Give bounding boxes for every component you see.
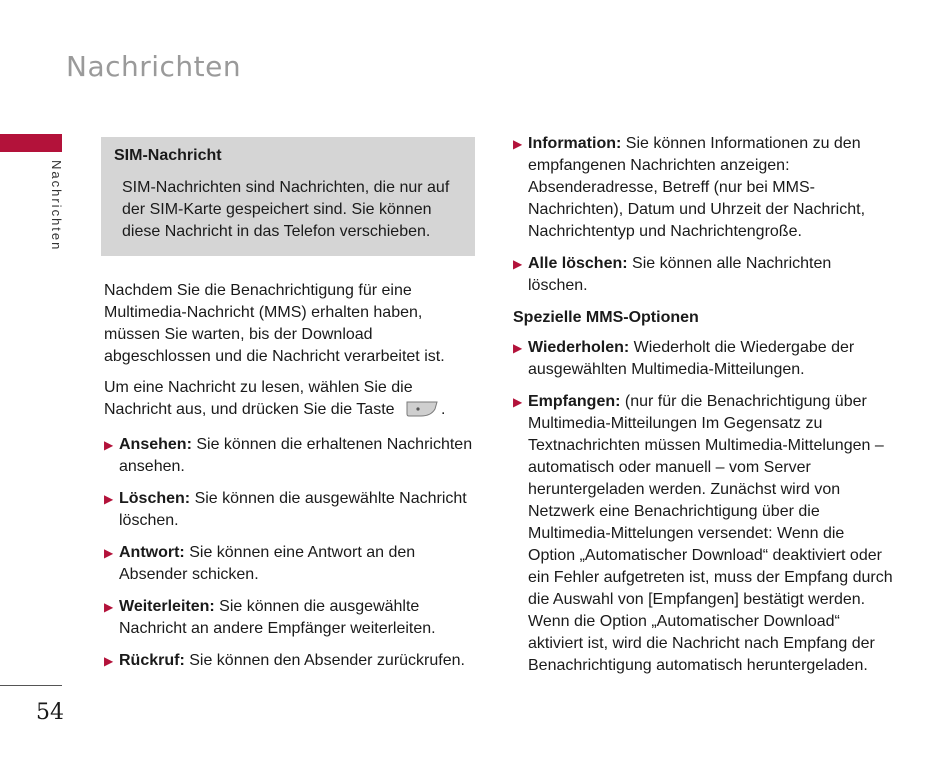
list-item: [104, 542, 476, 586]
option-description: Wiederholt die Wiedergabe der ausgewählten Multimedia-Mitteilungen.: [528, 339, 855, 378]
bullet-arrow-icon: ▶: [513, 341, 523, 355]
option-description: Sie können die ausgewählte Nachricht löschen.: [119, 490, 467, 529]
instruction-end: .: [441, 401, 446, 418]
option-description: Sie können die ausgewählte Nachricht an andere Empfänger weiterleiten.: [119, 598, 436, 637]
bullet-arrow-icon: ▶: [104, 546, 114, 560]
footer-rule: [0, 685, 62, 686]
bullet-arrow-icon: ▶: [104, 600, 114, 614]
bullet-arrow-icon: ▶: [513, 137, 523, 151]
instruction-text: Um eine Nachricht zu lesen, wählen Sie die Nachricht aus, und drücken Sie die Taste: [104, 379, 413, 418]
info-box-title: SIM-Nachricht: [114, 147, 222, 164]
option-term: Rückruf:: [119, 652, 185, 669]
option-term: Weiterleiten:: [119, 598, 215, 615]
bullet-arrow-icon: ▶: [104, 654, 114, 668]
info-box-body: SIM-Nachrichten sind Nachrichten, die nur auf der SIM-Karte gespeichert sind. Sie können diese Nachricht in das Telefon verschieben.: [122, 179, 450, 240]
intro-paragraph: Nachdem Sie die Benachrichtigung für eine Multimedia-Nachricht (MMS) erhalten haben, müssen Sie warten, bis der Download abgeschlossen und die Nachricht verarbeitet ist.: [104, 282, 445, 365]
right-column: [513, 133, 893, 687]
option-term: Ansehen:: [119, 436, 192, 453]
section-tab-marker: [0, 134, 62, 152]
list-item: [104, 434, 476, 478]
page-title: Nachrichten: [66, 50, 242, 83]
option-description: Sie können die erhaltenen Nachrichten ansehen.: [119, 436, 473, 475]
page-number: 54: [36, 700, 64, 725]
option-term: Empfangen:: [528, 393, 621, 410]
list-item: [513, 253, 893, 297]
option-term: Alle löschen:: [528, 255, 628, 272]
option-term: Information:: [528, 135, 622, 152]
list-item: [513, 133, 893, 243]
list-item: [104, 596, 476, 640]
bullet-arrow-icon: ▶: [513, 395, 523, 409]
list-item: [104, 650, 476, 672]
option-term: Antwort:: [119, 544, 185, 561]
option-description: Sie können eine Antwort an den Absender schicken.: [119, 544, 416, 583]
section-side-label: Nachrichten: [49, 160, 64, 252]
option-term: Löschen:: [119, 490, 191, 507]
option-term: Wiederholen:: [528, 339, 630, 356]
bullet-arrow-icon: ▶: [104, 438, 114, 452]
left-column: [104, 280, 476, 682]
bullet-arrow-icon: ▶: [513, 257, 523, 271]
list-item: [513, 337, 893, 381]
mms-options-subheading: Spezielle MMS-Optionen: [513, 309, 699, 326]
soft-key-icon: [405, 400, 439, 425]
list-item: [513, 391, 893, 677]
option-description: (nur für die Benachrichtigung über Multimedia-Mitteilungen Im Gegensatz zu Textnachrichten müssen Multimedia-Mittelungen – automatisch oder manuell – vom Server heruntergeladen werden. Zunächst wird von Netzwerk eine Benachrichtigung über die Multimedia-Mittelungen versendet: Wenn die Option „Automatischer Download“ deaktiviert oder ein Fehler aufgetreten ist, muss der Empfang durch die Auswahl von [Empfangen] bestätigt werden. Wenn die Option „Automatischer Download“ aktiviert ist, wird die Nachricht nach Empfang der Benachrichtigung automatisch heruntergeladen.: [528, 393, 893, 674]
list-item: [104, 488, 476, 532]
option-description: Sie können alle Nachrichten löschen.: [528, 255, 832, 294]
bullet-arrow-icon: ▶: [104, 492, 114, 506]
sim-message-info-box: [101, 137, 475, 256]
option-description: Sie können Informationen zu den empfangenen Nachrichten anzeigen: Absenderadresse, Betreff (nur bei MMS-Nachrichten), Datum und Uhrzeit der Nachricht, Nachrichtentyp und Nachrichtengroße.: [528, 135, 866, 240]
option-description: Sie können den Absender zurückrufen.: [184, 652, 465, 669]
instruction-paragraph: [104, 377, 476, 425]
